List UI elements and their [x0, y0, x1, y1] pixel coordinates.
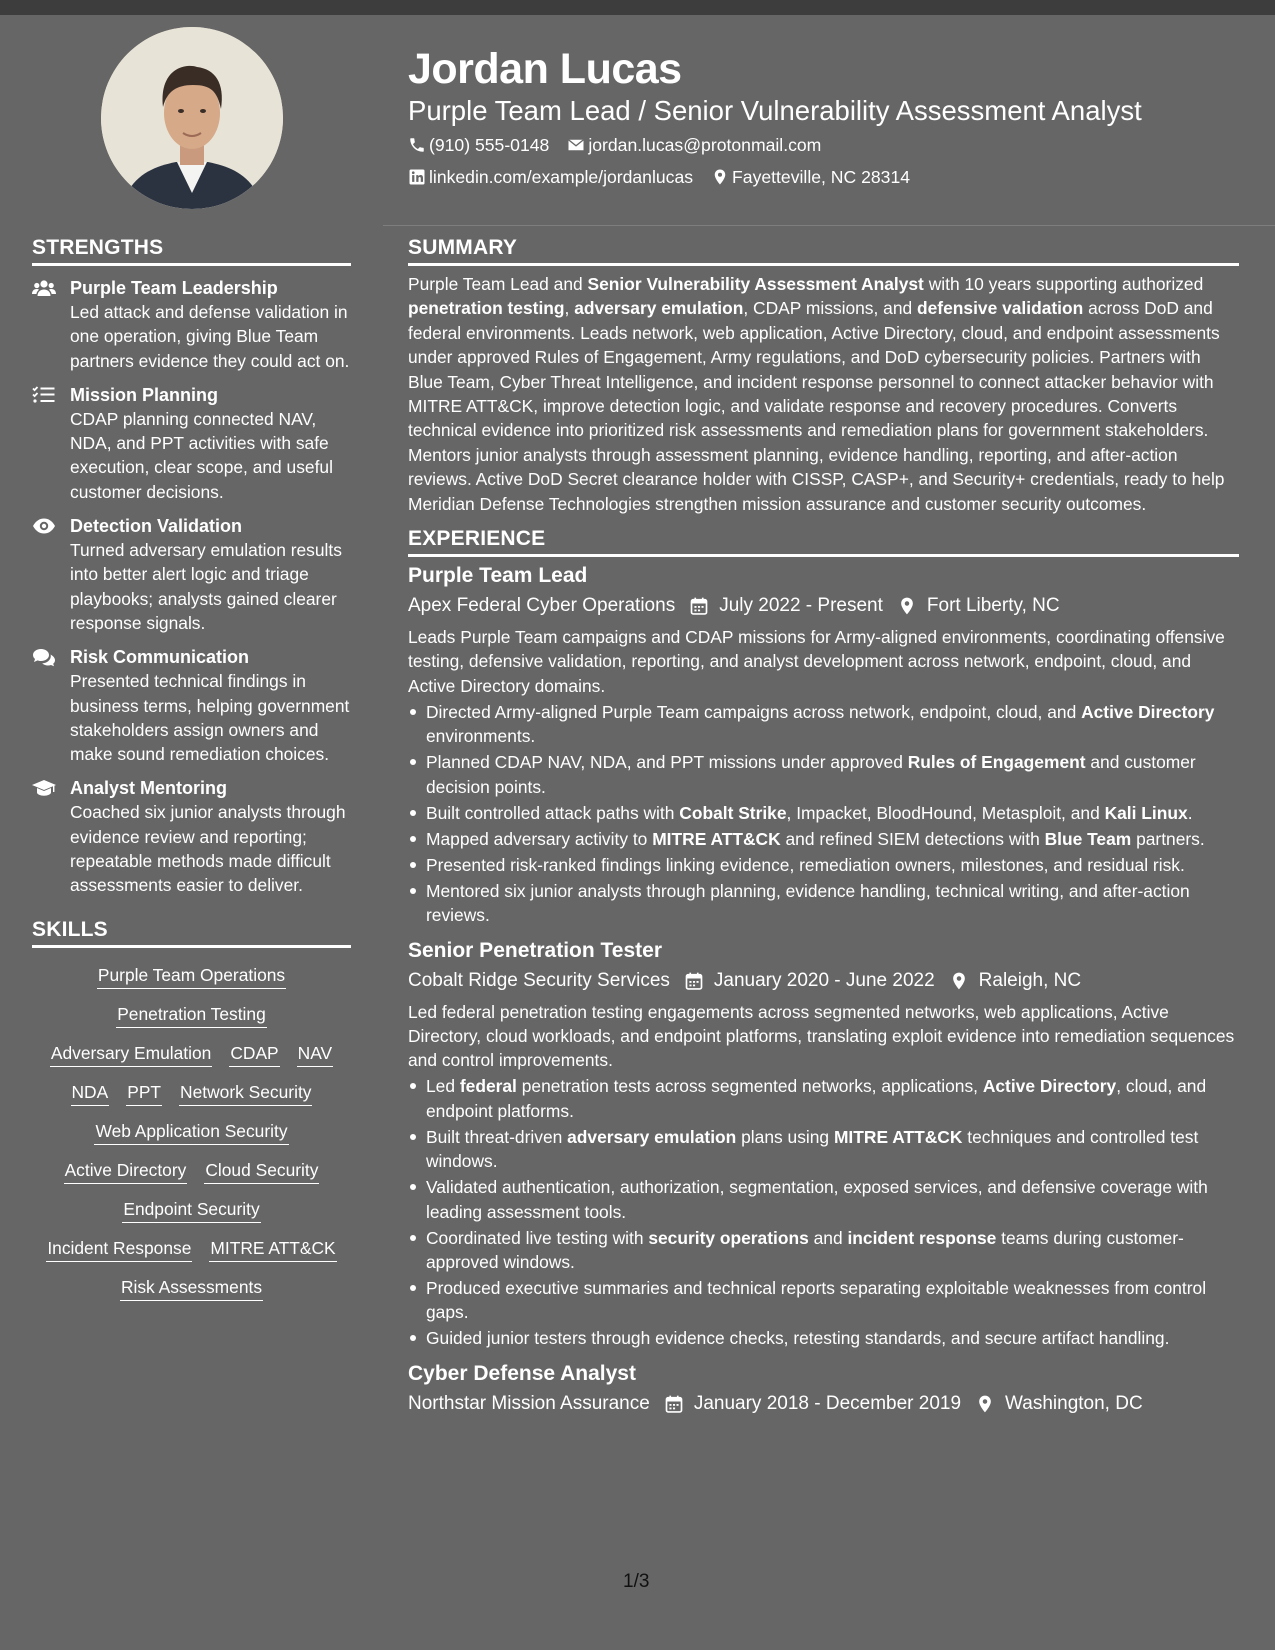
job-location: Washington, DC	[1005, 1392, 1143, 1414]
header-divider	[383, 225, 1275, 226]
job-bullets	[408, 700, 1239, 928]
skill-tag: MITRE ATT&CK	[209, 1237, 336, 1262]
job-bullet: Planned CDAP NAV, NDA, and PPT missions under approved Rules of Engagement and customer decision points.	[408, 750, 1239, 799]
bold-keyword: MITRE ATT&CK	[652, 828, 781, 849]
job-location: Fort Liberty, NC	[926, 595, 1060, 617]
job-bullet: Guided junior testers through evidence checks, retesting standards, and secure artifact handling.	[408, 1326, 1239, 1350]
top-bar	[0, 0, 1275, 15]
strengths-list	[32, 276, 351, 898]
job-description: Leads Purple Team campaigns and CDAP missions for Army-aligned environments, coordinating offensive testing, defensive validation, reporting, and analyst development across network, endpoint, cloud, and Active Directory domains.	[408, 627, 1225, 696]
job-bullet: Directed Army-aligned Purple Team campaigns across network, endpoint, cloud, and Active Directory environments.	[408, 700, 1239, 749]
strength-title: Analyst Mentoring	[70, 778, 228, 799]
contact-row	[408, 134, 821, 156]
skill-tag: Penetration Testing	[116, 1003, 267, 1028]
skill-tag: Cloud Security	[204, 1159, 319, 1184]
job-dates: January 2020 - June 2022	[713, 969, 935, 991]
calendar-icon	[689, 596, 709, 616]
strength-item	[32, 645, 351, 766]
calendar-icon	[664, 1394, 684, 1414]
strength-description: Presented technical findings in business terms, helping government stakeholders assign owners and make sound remediation choices.	[70, 671, 350, 765]
job-company: Apex Federal Cyber Operations	[408, 595, 676, 617]
job-bullet: Mentored six junior analysts through planning, evidence handling, technical writing, and after-action reviews.	[408, 879, 1239, 928]
strength-description: Led attack and defense validation in one operation, giving Blue Team partners evidence they could act on.	[70, 302, 350, 371]
job-meta	[408, 594, 1239, 618]
job-bullet: Produced executive summaries and technical reports separating exploitable weaknesses from control gaps.	[408, 1276, 1239, 1325]
map-pin-icon	[711, 168, 729, 186]
job-dates: January 2018 - December 2019	[693, 1392, 962, 1414]
envelope-icon	[567, 136, 585, 154]
job-bullet: Built threat-driven adversary emulation plans using MITRE ATT&CK techniques and controlled test windows.	[408, 1125, 1239, 1174]
linkedin-contact[interactable]	[408, 166, 693, 188]
strength-description: Turned adversary emulation results into better alert logic and triage playbooks; analysts gained clearer response signals.	[70, 540, 342, 633]
bold-keyword: Blue Team	[1044, 828, 1132, 849]
skill-row	[32, 1237, 351, 1262]
job-meta	[408, 1392, 1239, 1416]
skill-tag: Purple Team Operations	[97, 964, 286, 989]
job-entry	[408, 563, 1239, 927]
skill-row	[32, 1276, 351, 1301]
bold-keyword: Kali Linux	[1104, 802, 1188, 823]
strength-description: Coached six junior analysts through evidence review and reporting; repeatable methods made difficult assessments easier to deliver.	[70, 802, 346, 896]
job-bullet: Built controlled attack paths with Cobalt Strike, Impacket, BloodHound, Metasploit, and Kali Linux.	[408, 801, 1239, 825]
summary-heading: SUMMARY	[408, 236, 1239, 266]
skill-row	[32, 1081, 351, 1106]
skill-tag: CDAP	[229, 1042, 279, 1067]
bold-keyword: adversary emulation	[567, 1126, 737, 1147]
job-title: Cyber Defense Analyst	[408, 1361, 636, 1385]
graduation-cap-icon	[32, 778, 56, 798]
job-entry	[408, 1361, 1239, 1416]
bold-keyword: MITRE ATT&CK	[833, 1126, 963, 1147]
job-title: Senior Penetration Tester	[408, 938, 663, 962]
skill-tag: NAV	[297, 1042, 333, 1067]
skill-tag: PPT	[126, 1081, 162, 1106]
phone-text: (910) 555-0148	[429, 135, 550, 155]
skill-row	[32, 1003, 351, 1028]
strength-item	[32, 514, 351, 635]
bold-keyword: security operations	[648, 1227, 809, 1248]
experience-heading: EXPERIENCE	[408, 527, 1239, 557]
job-title: Purple Team Lead	[408, 564, 588, 588]
portrait-image	[101, 27, 283, 209]
calendar-icon	[684, 971, 704, 991]
skill-tag: Incident Response	[46, 1237, 192, 1262]
users-icon	[32, 278, 56, 298]
map-pin-icon	[975, 1394, 995, 1414]
skills-list	[32, 964, 351, 1301]
contact-row	[408, 166, 910, 188]
candidate-role: Purple Team Lead / Senior Vulnerability Assessment Analyst	[408, 95, 1142, 126]
bold-keyword: Active Directory	[982, 1076, 1117, 1097]
summary-text: Purple Team Lead and Senior Vulnerability Assessment Analyst with 10 years supporting authorized penetration testing, adversary emulation, CDAP missions, and defensive validation across DoD and federal environments. Leads network, web application, Active Directory, cloud, and endpoint assessments under approved Rules of Engagement, Army regulations, and DoD cybersecurity policies. Partners with Blue Team, Cyber Threat Intelligence, and incident response personnel to connect attacker behavior with MITRE ATT&CK, improve detection logic, and validate response and recovery procedures. Converts technical evidence into prioritized risk assessments and remediation plans for government stakeholders. Mentors junior analysts through assessment planning, evidence handling, reporting, and after-action reviews. Active DoD Secret clearance holder with CISSP, CASP+, and Security+ credentials, ready to help Meridian Defense Technologies strengthen mission assurance and customer security outcomes.	[408, 274, 1225, 514]
strength-title: Risk Communication	[70, 647, 250, 668]
linkedin-icon	[408, 168, 426, 186]
candidate-name: Jordan Lucas	[408, 45, 682, 93]
strength-item	[32, 276, 351, 373]
phone-contact	[408, 134, 549, 156]
job-bullet: Validated authentication, authorization, segmentation, exposed services, and defensive coverage with leading assessment tools.	[408, 1175, 1239, 1224]
skill-tag: Endpoint Security	[122, 1198, 260, 1223]
job-company: Northstar Mission Assurance	[408, 1392, 650, 1414]
skill-row	[32, 1198, 351, 1223]
page-number: 1/3	[623, 1571, 650, 1592]
job-entry	[408, 938, 1239, 1351]
comments-icon	[32, 647, 56, 667]
location-text: Fayetteville, NC 28314	[732, 167, 911, 187]
main-column	[408, 236, 1239, 1416]
job-description: Led federal penetration testing engagements across segmented networks, web applications, Active Directory, cloud workloads, and endpoint platforms, translating exploit evidence into remediation sequences and control improvements.	[408, 1001, 1235, 1071]
skill-row	[32, 1159, 351, 1184]
strength-item	[32, 383, 351, 504]
job-company: Cobalt Ridge Security Services	[408, 969, 670, 991]
bold-keyword: defensive validation	[917, 298, 1084, 319]
job-location: Raleigh, NC	[978, 969, 1082, 991]
bold-keyword: incident response	[847, 1227, 997, 1248]
map-pin-icon	[897, 596, 917, 616]
job-bullet: Presented risk-ranked findings linking evidence, remediation owners, milestones, and residual risk.	[408, 853, 1239, 877]
job-bullets	[408, 1074, 1239, 1350]
bold-keyword: penetration testing	[408, 298, 565, 319]
strengths-heading: STRENGTHS	[32, 236, 351, 266]
phone-icon	[408, 136, 426, 154]
skill-row	[32, 1042, 351, 1067]
sidebar	[32, 236, 351, 1301]
checklist-icon	[32, 385, 56, 405]
linkedin-text[interactable]: linkedin.com/example/jordanlucas	[429, 167, 694, 187]
job-bullet: Led federal penetration tests across segmented networks, applications, Active Directory, cloud, and endpoint platforms.	[408, 1074, 1239, 1123]
skill-tag: Active Directory	[64, 1159, 188, 1184]
bold-keyword: Senior Vulnerability Assessment Analyst	[587, 274, 924, 294]
skills-heading: SKILLS	[32, 918, 351, 948]
skill-tag: Adversary Emulation	[50, 1042, 212, 1067]
strength-title: Mission Planning	[70, 384, 219, 405]
skill-tag: Network Security	[179, 1081, 312, 1106]
job-bullet: Mapped adversary activity to MITRE ATT&CK and refined SIEM detections with Blue Team partners.	[408, 827, 1239, 851]
bold-keyword: Rules of Engagement	[907, 752, 1086, 773]
skill-row	[32, 964, 351, 989]
skill-tag: Web Application Security	[94, 1120, 288, 1145]
strength-description: CDAP planning connected NAV, NDA, and PPT activities with safe execution, clear scope, and useful customer decisions.	[70, 408, 333, 502]
skill-row	[32, 1120, 351, 1145]
strength-title: Purple Team Leadership	[70, 278, 278, 298]
bold-keyword: Cobalt Strike	[679, 802, 787, 823]
email-contact[interactable]	[567, 134, 821, 156]
map-pin-icon	[949, 971, 969, 991]
strength-item	[32, 776, 351, 897]
skill-tag: NDA	[71, 1081, 110, 1106]
bold-keyword: Active Directory	[1081, 701, 1215, 722]
skill-tag: Risk Assessments	[120, 1276, 263, 1301]
job-bullet: Coordinated live testing with security operations and incident response teams during customer-approved windows.	[408, 1226, 1239, 1275]
strength-title: Detection Validation	[70, 516, 243, 537]
job-meta	[408, 969, 1239, 993]
eye-icon	[32, 516, 56, 536]
email-text[interactable]: jordan.lucas@protonmail.com	[588, 135, 822, 155]
job-dates: July 2022 - Present	[719, 595, 883, 617]
location-contact	[711, 166, 910, 188]
profile-photo	[101, 27, 283, 209]
bold-keyword: adversary emulation	[574, 298, 744, 319]
bold-keyword: federal	[459, 1076, 517, 1097]
